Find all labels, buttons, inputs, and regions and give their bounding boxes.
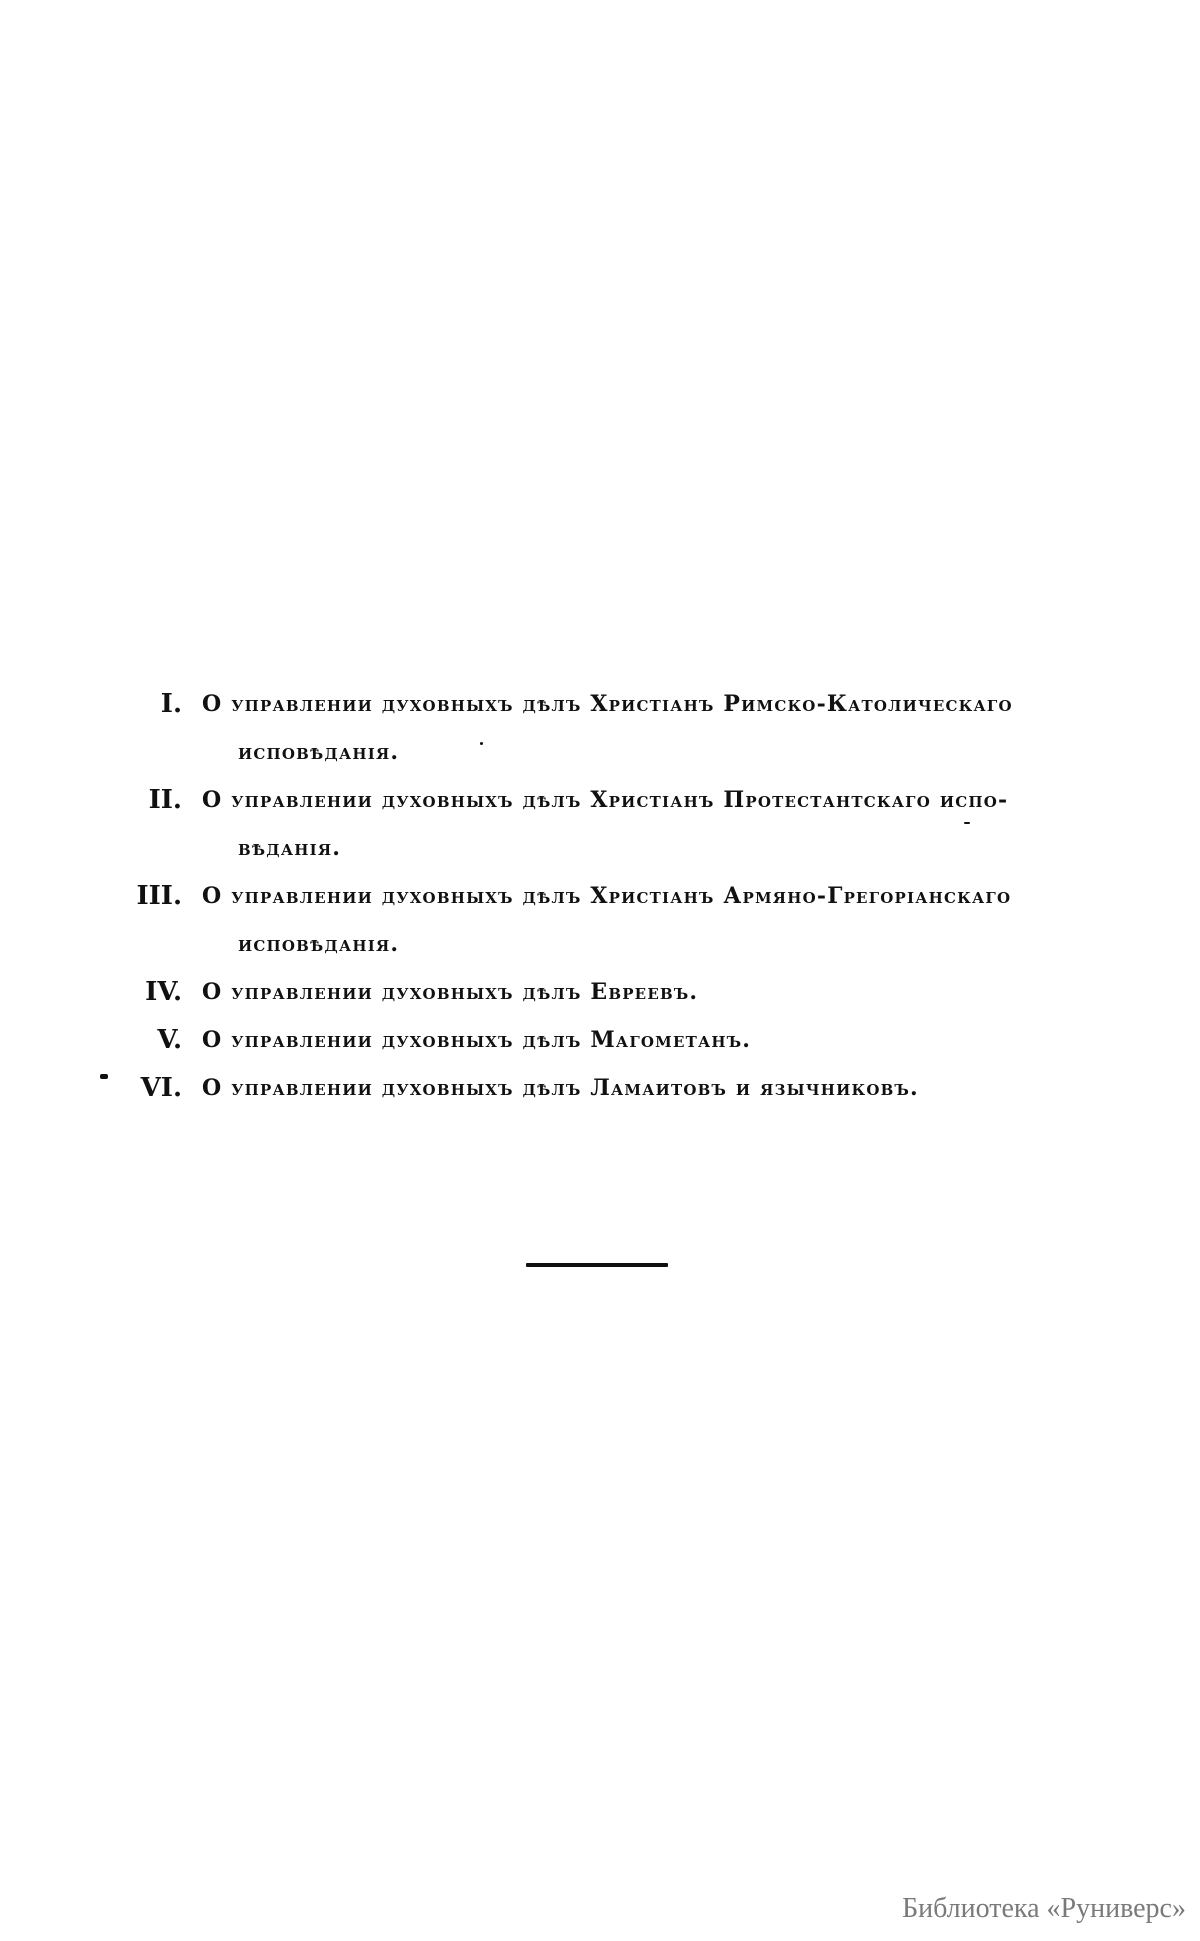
section-title-line: исповѣданія. bbox=[238, 739, 400, 765]
section-title-line: О управлении духовныхъ дѣлъ Ламаитовъ и язычниковъ. bbox=[202, 1075, 919, 1101]
section-numeral: III. bbox=[136, 881, 182, 911]
section-numeral: V. bbox=[157, 1025, 182, 1055]
section-divider-rule bbox=[526, 1263, 668, 1267]
section-title bbox=[202, 968, 1130, 1016]
section-title bbox=[202, 1064, 1130, 1112]
toc-entry-6 bbox=[120, 1064, 1130, 1112]
section-title bbox=[202, 872, 1130, 968]
table-of-contents bbox=[120, 680, 1130, 1112]
ink-speck bbox=[480, 742, 483, 745]
section-title-line: О управлении духовныхъ дѣлъ Христіанъ Протестантскаго испо- bbox=[202, 787, 1009, 813]
library-watermark: Библиотека «Руниверс» bbox=[902, 1893, 1186, 1924]
section-title bbox=[202, 680, 1130, 776]
toc-entry-4 bbox=[120, 968, 1130, 1016]
section-title-line: вѣданія. bbox=[238, 835, 342, 861]
section-title-line: О управлении духовныхъ дѣлъ Евреевъ. bbox=[202, 979, 699, 1005]
section-title-line: О управлении духовныхъ дѣлъ Христіанъ Римско-Католическаго bbox=[202, 691, 1013, 717]
toc-entry-5 bbox=[120, 1016, 1130, 1064]
section-title bbox=[202, 1016, 1130, 1064]
section-title-line: исповѣданія. bbox=[238, 931, 400, 957]
section-numeral: IV. bbox=[145, 977, 182, 1007]
section-title bbox=[202, 776, 1130, 872]
section-title-line: О управлении духовныхъ дѣлъ Магометанъ. bbox=[202, 1027, 752, 1053]
ink-speck bbox=[100, 1074, 108, 1079]
section-title-line: О управлении духовныхъ дѣлъ Христіанъ Армяно-Грегоріанскаго bbox=[202, 883, 1012, 909]
ink-speck bbox=[964, 822, 970, 824]
toc-entry-1 bbox=[120, 680, 1130, 776]
toc-entry-3 bbox=[120, 872, 1130, 968]
section-numeral: VI. bbox=[140, 1073, 182, 1103]
section-numeral: II. bbox=[148, 785, 182, 815]
section-numeral: I. bbox=[160, 689, 182, 719]
toc-entry-2 bbox=[120, 776, 1130, 872]
